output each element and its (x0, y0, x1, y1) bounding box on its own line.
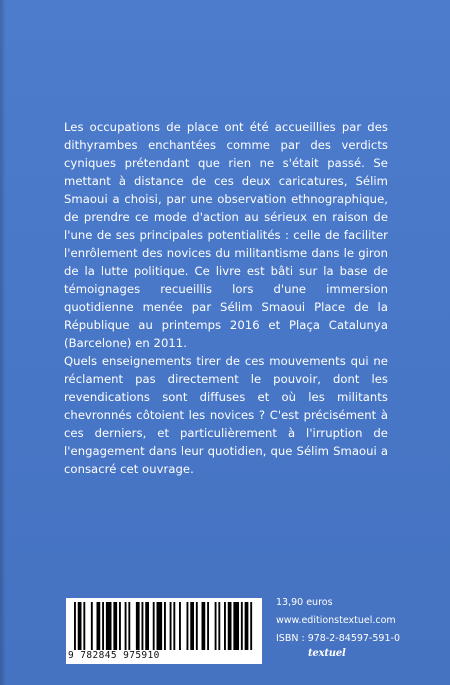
barcode-bar (153, 602, 155, 650)
barcode-bar (74, 602, 76, 650)
barcode-bar (215, 602, 217, 650)
barcode-bar (245, 602, 249, 650)
barcode-bar (173, 602, 175, 650)
publisher-website: www.editionstextuel.com (276, 615, 396, 626)
barcode-bar (145, 602, 149, 650)
barcode-digits: 9 782845 975910 (68, 650, 160, 661)
blurb-paragraph-1: Les occupations de place ont été accueillies par des dithyrambes enchantées comme par des verdicts cyniques prétendant que rien ne s'était passé. Se mettant à distance de ces deux caricatures, Sélim Smaoui a choisi, par une observation ethnographique, de prendre ce mode d'action au sérieux en raison de l'une de ses principales potentialités : celle de faciliter l'enrôlement des novices du militantisme dans le giron de la lutte politique. Ce livre est bâti sur la base de témoignages recueillis lors d'une immersion quotidienne menée par Sélim Smaoui Place de la République au printemps 2016 et Plaça Catalunya (Barcelone) en 2011. (64, 120, 388, 350)
blurb-text (64, 118, 388, 478)
barcode-bar (78, 602, 82, 650)
barcode (66, 598, 262, 664)
barcode-bar (83, 602, 85, 650)
book-info (276, 594, 400, 648)
barcode-bar (228, 602, 232, 650)
barcode-bar (233, 602, 239, 650)
barcode-bar (224, 602, 226, 650)
barcode-bar (170, 602, 172, 650)
barcode-bar (207, 602, 209, 650)
barcode-bar (142, 602, 144, 650)
barcode-bar (113, 602, 117, 650)
barcode-bar (106, 602, 112, 650)
barcode-bar (97, 602, 101, 650)
barcode-bar (102, 602, 104, 650)
barcode-bar (218, 602, 220, 650)
blurb-paragraph-2: Quels enseignements tirer de ces mouvements qui ne réclament pas directement le pouvoir, dont les revendications sont diffuses et où les militants chevronnés côtoient les novices ? C'est précisément à ces derniers, et particulièrement à l'irruption de l'engagement dans leur quotidien, que Sélim Smaoui a consacré cet ouvrage. (64, 354, 388, 476)
barcode-bar (164, 602, 166, 650)
publisher-logo: textuel (308, 648, 346, 659)
barcode-bar (250, 602, 252, 650)
barcode-bar (119, 602, 121, 650)
barcode-bar (157, 602, 163, 650)
barcode-bar (91, 602, 93, 650)
barcode-bars (74, 602, 254, 650)
isbn: ISBN : 978-2-84597-591-0 (276, 633, 400, 644)
barcode-bar (202, 602, 206, 650)
barcode-bar (136, 602, 140, 650)
price: 13,90 euros (276, 597, 333, 608)
barcode-bar (187, 602, 189, 650)
barcode-bar (179, 602, 181, 650)
barcode-bar (190, 602, 194, 650)
barcode-bar (241, 602, 243, 650)
spine-shadow (0, 0, 6, 685)
barcode-bar (196, 602, 198, 650)
barcode-bar (128, 602, 130, 650)
barcode-bar (125, 602, 127, 650)
